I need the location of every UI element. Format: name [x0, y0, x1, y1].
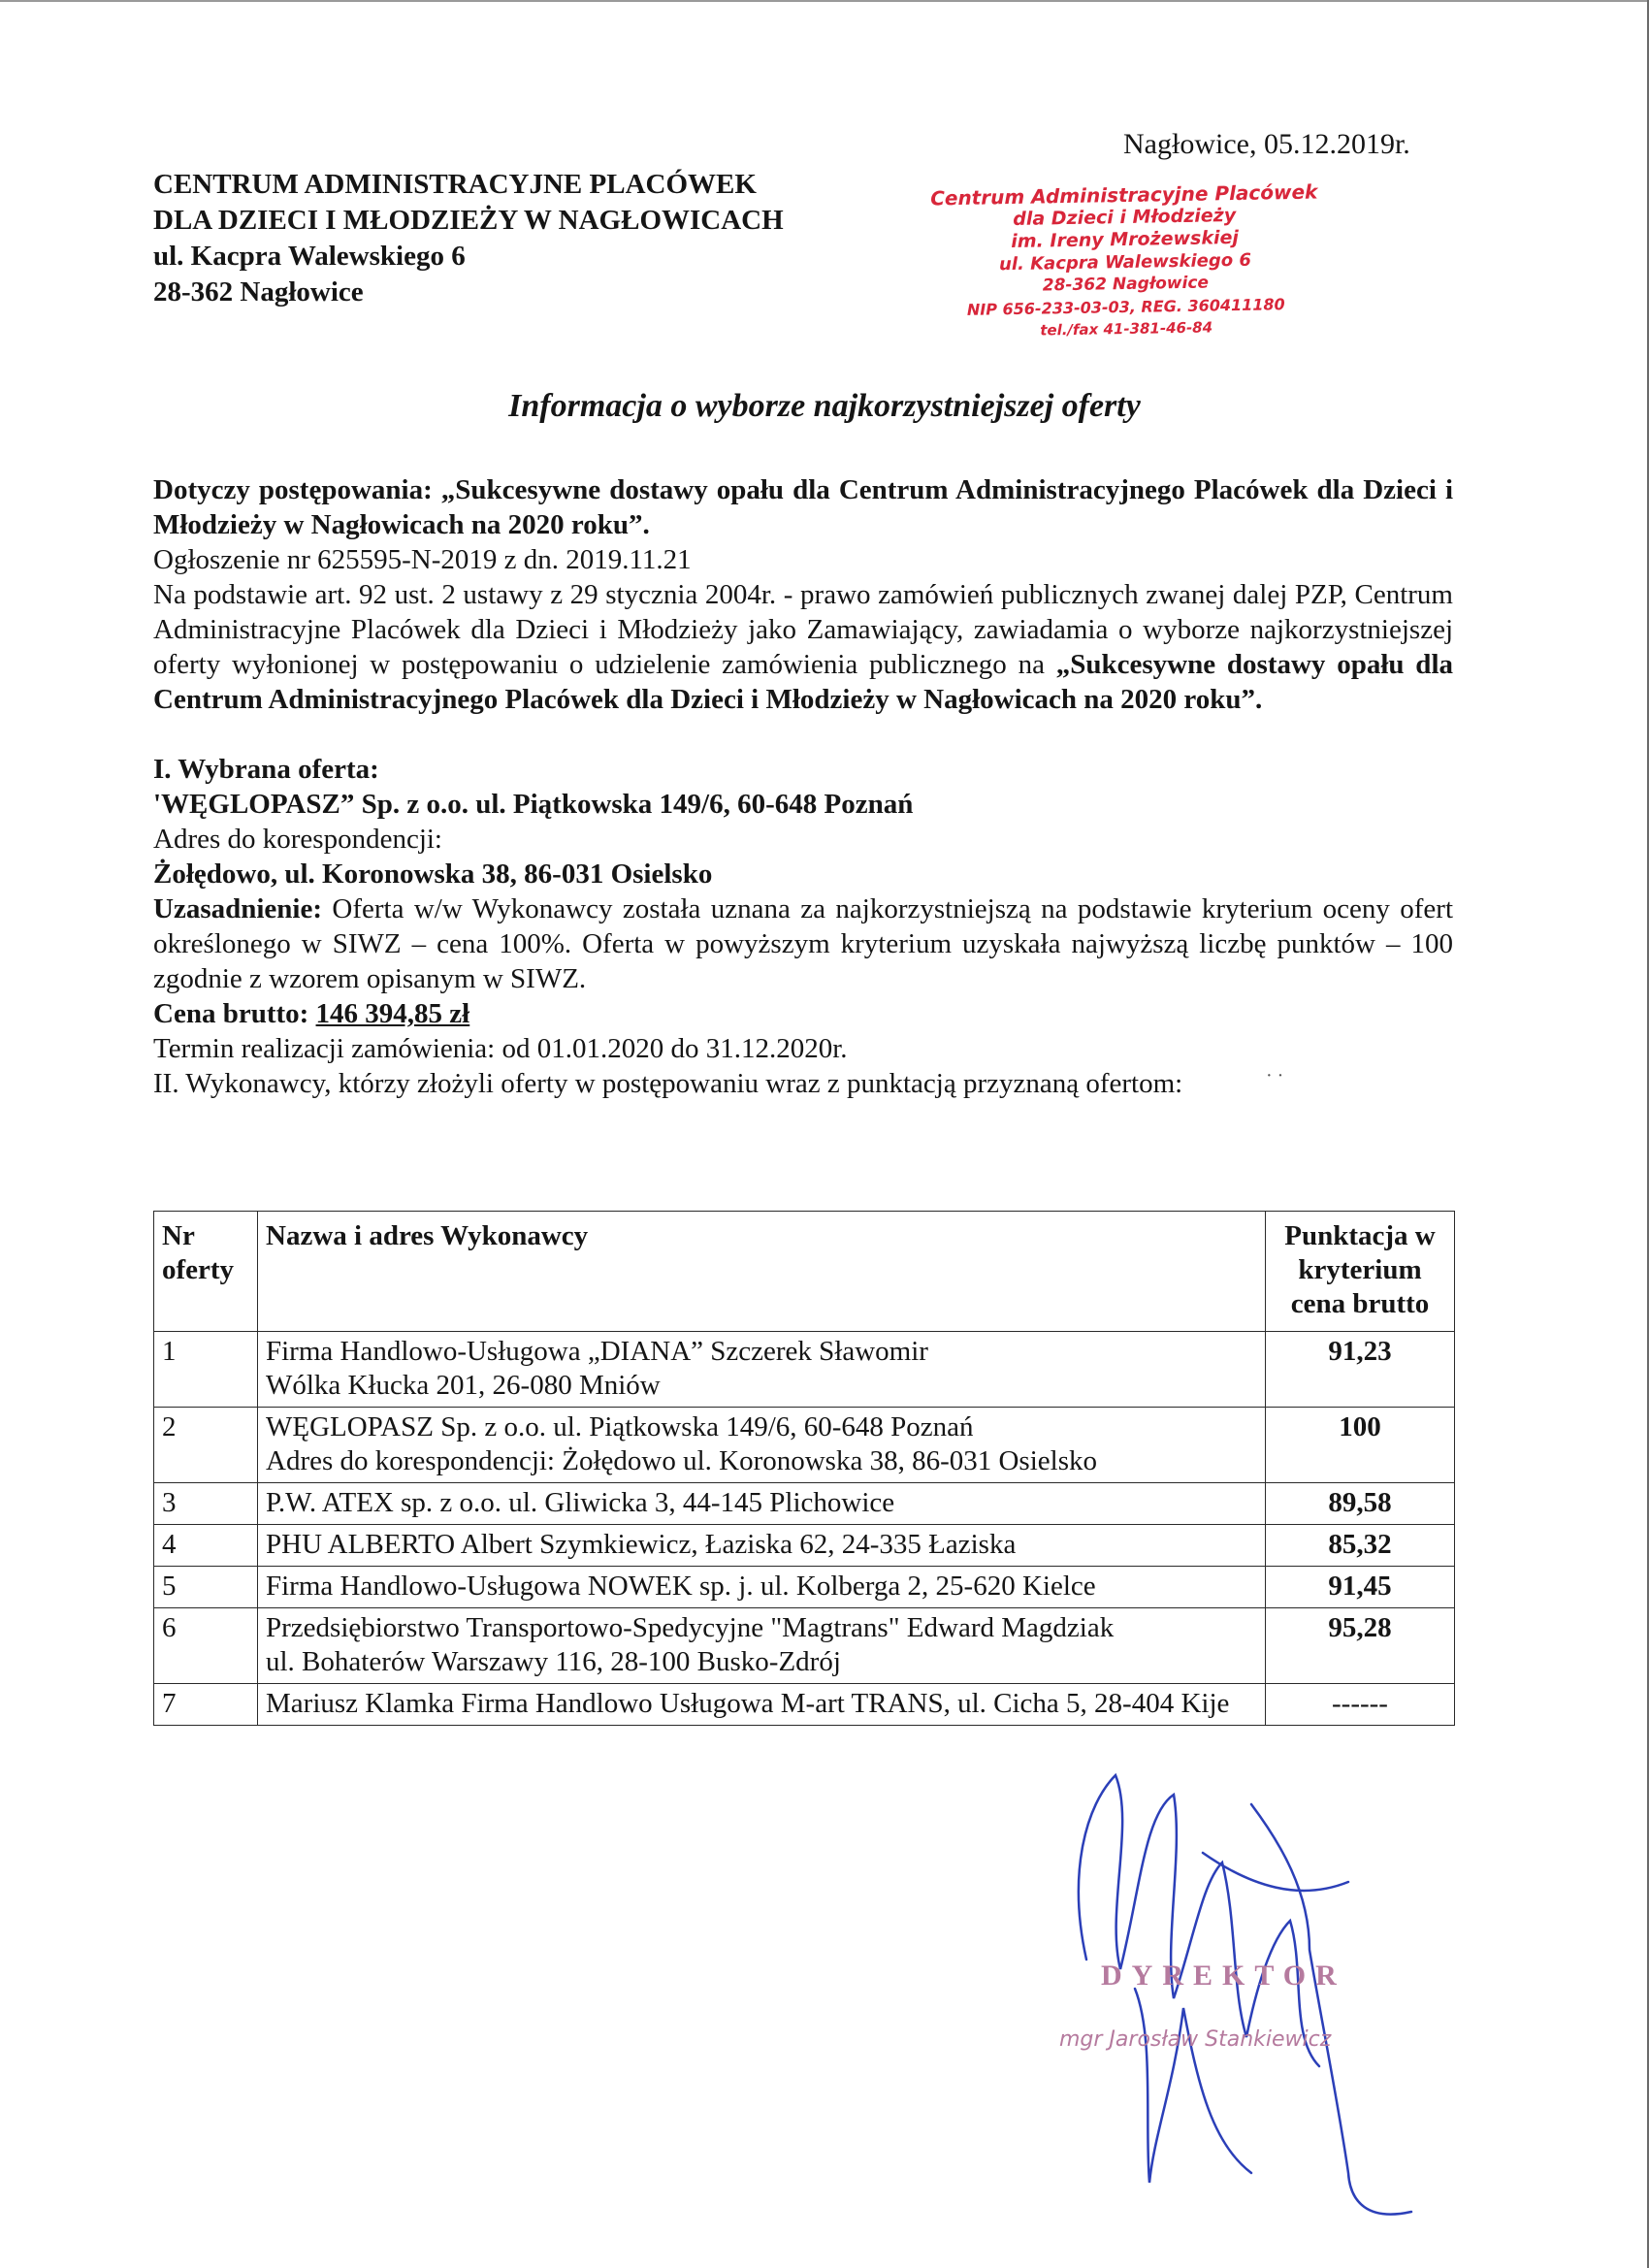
- document-body: [153, 472, 1453, 1101]
- score-cell: 100: [1266, 1408, 1455, 1483]
- contractor-line: Adres do korespondencji: Żołędowo ul. Koronowska 38, 86-031 Osielsko: [266, 1445, 1097, 1476]
- stamp-line: NIP 656-233-03-03, REG. 360411180: [966, 295, 1285, 319]
- header-score: Punktacja w kryterium cena brutto: [1266, 1212, 1455, 1332]
- legal-basis-text: Na podstawie art. 92 ust. 2 ustawy z 29 stycznia 2004r. - prawo zamówień publicznych zwanej dalej PZP, Centrum Administracyjne Placówek dla Dzieci i Młodzieży jako Zamawiający, zawiadamia o wyborze najkorzystniejszej oferty wyłonionej w postępowaniu o udzielenie zamówienia publicznego na: [153, 579, 1453, 680]
- signature-stroke: [1135, 1989, 1251, 2183]
- subject-text: „Sukcesywne dostawy opału dla Centrum Administracyjnego Placówek dla Dzieci i Młodzieży w Nagłowicach na 2020 roku”.: [153, 474, 1454, 540]
- contractor-line: Firma Handlowo-Usługowa „DIANA” Szczerek Sławomir: [266, 1336, 928, 1367]
- table-body: [154, 1332, 1455, 1726]
- contractor-cell: [258, 1483, 1266, 1525]
- contractor-cell: [258, 1332, 1266, 1408]
- correspondence-label: Adres do korespondencji:: [153, 824, 442, 855]
- institution-line: ul. Kacpra Walewskiego 6: [153, 241, 466, 272]
- score-cell: 95,28: [1266, 1608, 1455, 1684]
- section-1-heading: I. Wybrana oferta:: [153, 754, 379, 785]
- contractor-line: Wólka Kłucka 201, 26-080 Mniów: [266, 1370, 661, 1401]
- header-contractor: Nazwa i adres Wykonawcy: [258, 1212, 1266, 1332]
- stamp-line: ul. Kacpra Walewskiego 6: [998, 249, 1252, 275]
- justification-text: Oferta w/w Wykonawcy została uznana za najkorzystniejszą na podstawie kryterium oceny ofert określonego w SIWZ – cena 100%. Oferta w powyższym kryterium uzyskała najwyższą liczbę punktów – 100 zgodnie z wzorem opisanym w SIWZ.: [153, 893, 1454, 994]
- announcement-line: Ogłoszenie nr 625595-N-2019 z dn. 2019.11.21: [153, 544, 692, 575]
- institution-line: DLA DZIECI I MŁODZIEŻY W NAGŁOWICACH: [153, 205, 784, 236]
- section-2-heading: II. Wykonawcy, którzy złożyli oferty w postępowaniu wraz z punktacją przyznaną ofertom:: [153, 1068, 1183, 1099]
- contractor-line: P.W. ATEX sp. z o.o. ul. Gliwicka 3, 44-145 Plichowice: [266, 1487, 895, 1518]
- winner-name: 'WĘGLOPASZ” Sp. z o.o. ul. Piątkowska 149/6, 60-648 Poznań: [153, 789, 914, 820]
- offer-number: 4: [154, 1525, 258, 1567]
- offer-number: 7: [154, 1684, 258, 1726]
- stamp-line: dla Dzieci i Młodzieży: [1013, 205, 1237, 231]
- director-title: DYREKTOR: [1101, 1960, 1346, 1992]
- table-row: [154, 1332, 1455, 1408]
- stamp-line: 28-362 Nagłowice: [1042, 273, 1210, 296]
- stamp-line: Centrum Administracyjne Placówek: [929, 179, 1318, 211]
- scan-speck: · ·: [1266, 1065, 1284, 1086]
- contractor-line: WĘGLOPASZ Sp. z o.o. ul. Piątkowska 149/6, 60-648 Poznań: [266, 1411, 974, 1442]
- table-row: [154, 1483, 1455, 1525]
- table-row: [154, 1525, 1455, 1567]
- table-row: [154, 1408, 1455, 1483]
- scan-top-edge: [0, 0, 1649, 2]
- justification-paragraph: [153, 891, 1453, 996]
- document-title: Informacja o wyborze najkorzystniejszej oferty: [508, 388, 1141, 424]
- offer-number: 3: [154, 1483, 258, 1525]
- stamp-line: im. Ireny Mrożewskiej: [1011, 226, 1240, 253]
- table-row: [154, 1608, 1455, 1684]
- institution-stamp: [872, 179, 1379, 344]
- offers-table: [153, 1211, 1455, 1726]
- signature-stroke: [1079, 1775, 1319, 2066]
- correspondence-address: Żołędowo, ul. Koronowska 38, 86-031 Osielsko: [153, 859, 713, 890]
- contractor-cell: [258, 1408, 1266, 1483]
- price-line: [153, 996, 1453, 1031]
- subject-label: Dotyczy postępowania:: [153, 474, 433, 505]
- offer-number: 6: [154, 1608, 258, 1684]
- justification-label: Uzasadnienie:: [153, 893, 322, 924]
- place-date: Nagłowice, 05.12.2019r.: [1123, 128, 1410, 160]
- score-cell: ------: [1266, 1684, 1455, 1726]
- term-line: Termin realizacji zamówienia: od 01.01.2020 do 31.12.2020r.: [153, 1033, 848, 1064]
- score-cell: 91,45: [1266, 1567, 1455, 1608]
- table-header-row: [154, 1212, 1455, 1332]
- institution-line: 28-362 Nagłowice: [153, 276, 364, 308]
- score-cell: 91,23: [1266, 1332, 1455, 1408]
- contractor-line: ul. Bohaterów Warszawy 116, 28-100 Busko-Zdrój: [266, 1646, 841, 1677]
- contractor-line: PHU ALBERTO Albert Szymkiewicz, Łaziska 62, 24-335 Łaziska: [266, 1529, 1017, 1560]
- contractor-line: Mariusz Klamka Firma Handlowo Usługowa M-art TRANS, ul. Cicha 5, 28-404 Kije: [266, 1688, 1230, 1719]
- signature-stroke: [1251, 1804, 1411, 2215]
- offer-number: 1: [154, 1332, 258, 1408]
- institution-header: [153, 167, 784, 310]
- offer-number: 2: [154, 1408, 258, 1483]
- score-cell: 89,58: [1266, 1483, 1455, 1525]
- director-name: mgr Jarosław Stankiewicz: [1059, 2027, 1332, 2052]
- stamp-line: tel./fax 41-381-46-84: [1040, 318, 1213, 340]
- procurement-name: „Sukcesywne dostawy opału dla Centrum Administracyjnego Placówek dla Dzieci i Młodzieży w Nagłowicach na 2020 roku”.: [153, 649, 1453, 715]
- price-value: 146 394,85 zł: [315, 998, 470, 1029]
- offer-number: 5: [154, 1567, 258, 1608]
- institution-line: CENTRUM ADMINISTRACYJNE PLACÓWEK: [153, 169, 757, 200]
- table-row: [154, 1567, 1455, 1608]
- contractor-cell: [258, 1567, 1266, 1608]
- subject-paragraph: [153, 472, 1453, 542]
- contractor-cell: [258, 1525, 1266, 1567]
- contractor-line: Firma Handlowo-Usługowa NOWEK sp. j. ul. Kolberga 2, 25-620 Kielce: [266, 1571, 1096, 1602]
- score-cell: 85,32: [1266, 1525, 1455, 1567]
- header-offer-number: Nr oferty: [154, 1212, 258, 1332]
- contractor-line: Przedsiębiorstwo Transportowo-Spedycyjne "Magtrans" Edward Magdziak: [266, 1612, 1115, 1643]
- price-label: Cena brutto:: [153, 998, 309, 1029]
- contractor-cell: [258, 1608, 1266, 1684]
- legal-basis-paragraph: [153, 577, 1453, 717]
